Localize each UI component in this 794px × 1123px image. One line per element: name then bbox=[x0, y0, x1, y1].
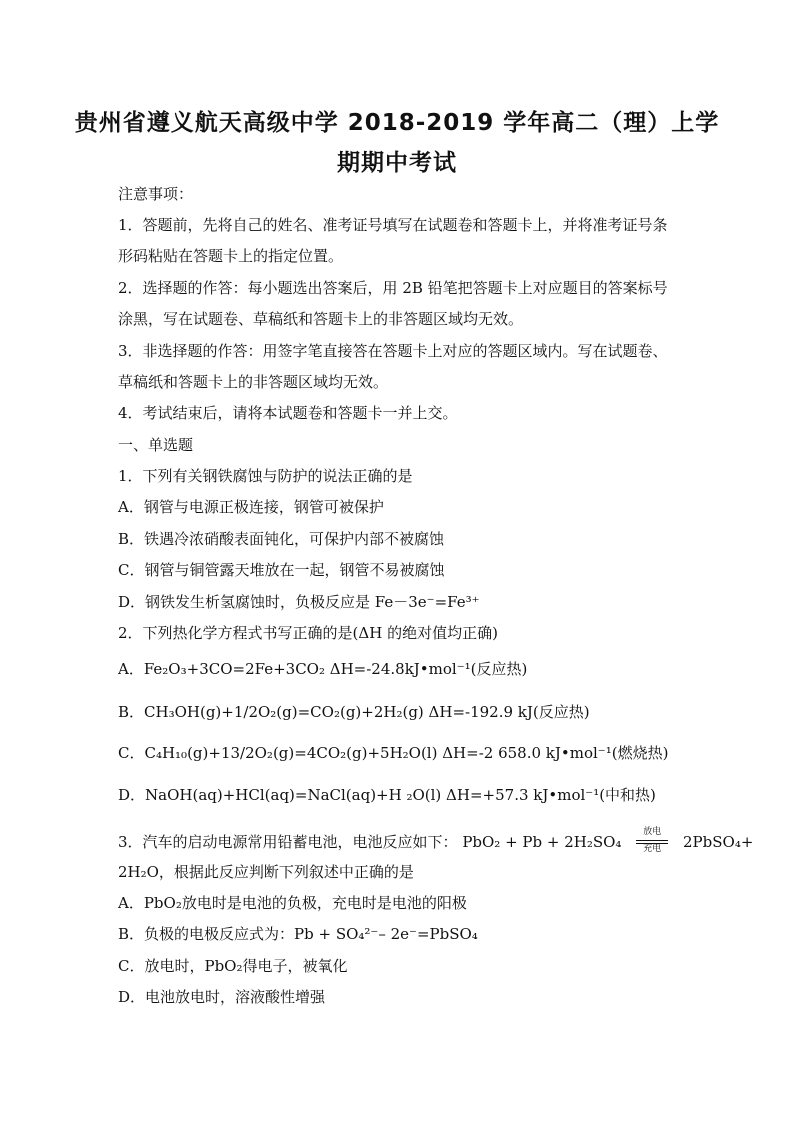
question-1-option-b: B．铁遇冷浓硝酸表面钝化，可保护内部不被腐蚀 bbox=[118, 530, 445, 548]
notice-item-1-cont: 形码粘贴在答题卡上的指定位置。 bbox=[118, 247, 344, 265]
question-1-option-c: C．钢管与铜管露天堆放在一起，钢管不易被腐蚀 bbox=[118, 561, 445, 579]
section-heading: 一、单选题 bbox=[118, 436, 194, 454]
question-1-option-d: D．钢铁发生析氢腐蚀时，负极反应是 Fe－3e⁻=Fe³⁺ bbox=[118, 593, 480, 611]
question-1-option-a: A．钢管与电源正极连接，钢管可被保护 bbox=[118, 498, 384, 516]
question-2-stem: 2．下列热化学方程式书写正确的是(ΔH 的绝对值均正确) bbox=[118, 624, 498, 642]
question-2-option-c: C．C₄H₁₀(g)+13/2O₂(g)=4CO₂(g)+5H₂O(l) ΔH=-2 658.0 kJ•mol⁻¹(燃烧热) bbox=[118, 744, 669, 762]
question-3-product: 2PbSO₄+ bbox=[683, 833, 754, 851]
question-3-stem-text: 3．汽车的启动电源常用铅蓄电池，电池反应如下： PbO₂ + Pb + 2H₂SO₄ bbox=[118, 833, 622, 851]
question-3-option-a: A．PbO₂放电时是电池的负极，充电时是电池的阳极 bbox=[118, 894, 467, 912]
question-3-stem-cont: 2H₂O，根据此反应判断下列叙述中正确的是 bbox=[118, 863, 414, 881]
question-3-option-c: C．放电时，PbO₂得电子，被氧化 bbox=[118, 957, 348, 975]
arrow-line-top bbox=[636, 840, 668, 841]
question-2-option-a: A．Fe₂O₃+3CO=2Fe+3CO₂ ΔH=-24.8kJ•mol⁻¹(反应热) bbox=[118, 660, 528, 678]
question-2-option-b: B．CH₃OH(g)+1/2O₂(g)=CO₂(g)+2H₂(g) ΔH=-192.9 kJ(反应热) bbox=[118, 703, 590, 721]
notice-item-4: 4．考试结束后，请将本试题卷和答题卡一并上交。 bbox=[118, 404, 458, 422]
exam-title-line-1: 贵州省遵义航天高级中学 2018-2019 学年高二（理）上学 bbox=[74, 110, 720, 136]
charge-label: 充电 bbox=[643, 844, 662, 854]
notice-item-2-cont: 涂黑，写在试题卷、草稿纸和答题卡上的非答题区域均无效。 bbox=[118, 310, 524, 328]
question-3-option-d: D．电池放电时，溶液酸性增强 bbox=[118, 988, 326, 1006]
notice-heading: 注意事项： bbox=[118, 185, 194, 203]
reversible-reaction-arrow bbox=[632, 827, 672, 854]
question-1-stem: 1．下列有关钢铁腐蚀与防护的说法正确的是 bbox=[118, 467, 413, 485]
notice-item-2: 2．选择题的作答：每小题选出答案后，用 2B 铅笔把答题卡上对应题目的答案标号 bbox=[118, 279, 668, 297]
notice-item-3: 3．非选择题的作答：用签字笔直接答在答题卡上对应的答题区域内。写在试题卷、 bbox=[118, 342, 668, 360]
notice-item-3-cont: 草稿纸和答题卡上的非答题区域均无效。 bbox=[118, 373, 389, 391]
discharge-label: 放电 bbox=[643, 827, 662, 837]
notice-item-1: 1．答题前，先将自己的姓名、准考证号填写在试题卷和答题卡上，并将准考证号条 bbox=[118, 216, 668, 234]
exam-title-line-2: 期期中考试 bbox=[337, 150, 457, 176]
question-3-option-b: B．负极的电极反应式为：Pb + SO₄²⁻– 2e⁻=PbSO₄ bbox=[118, 925, 478, 943]
question-2-option-d: D．NaOH(aq)+HCl(aq)=NaCl(aq)+H ₂O(l) ΔH=+57.3 kJ•mol⁻¹(中和热) bbox=[118, 786, 656, 804]
question-3-stem bbox=[118, 827, 754, 854]
